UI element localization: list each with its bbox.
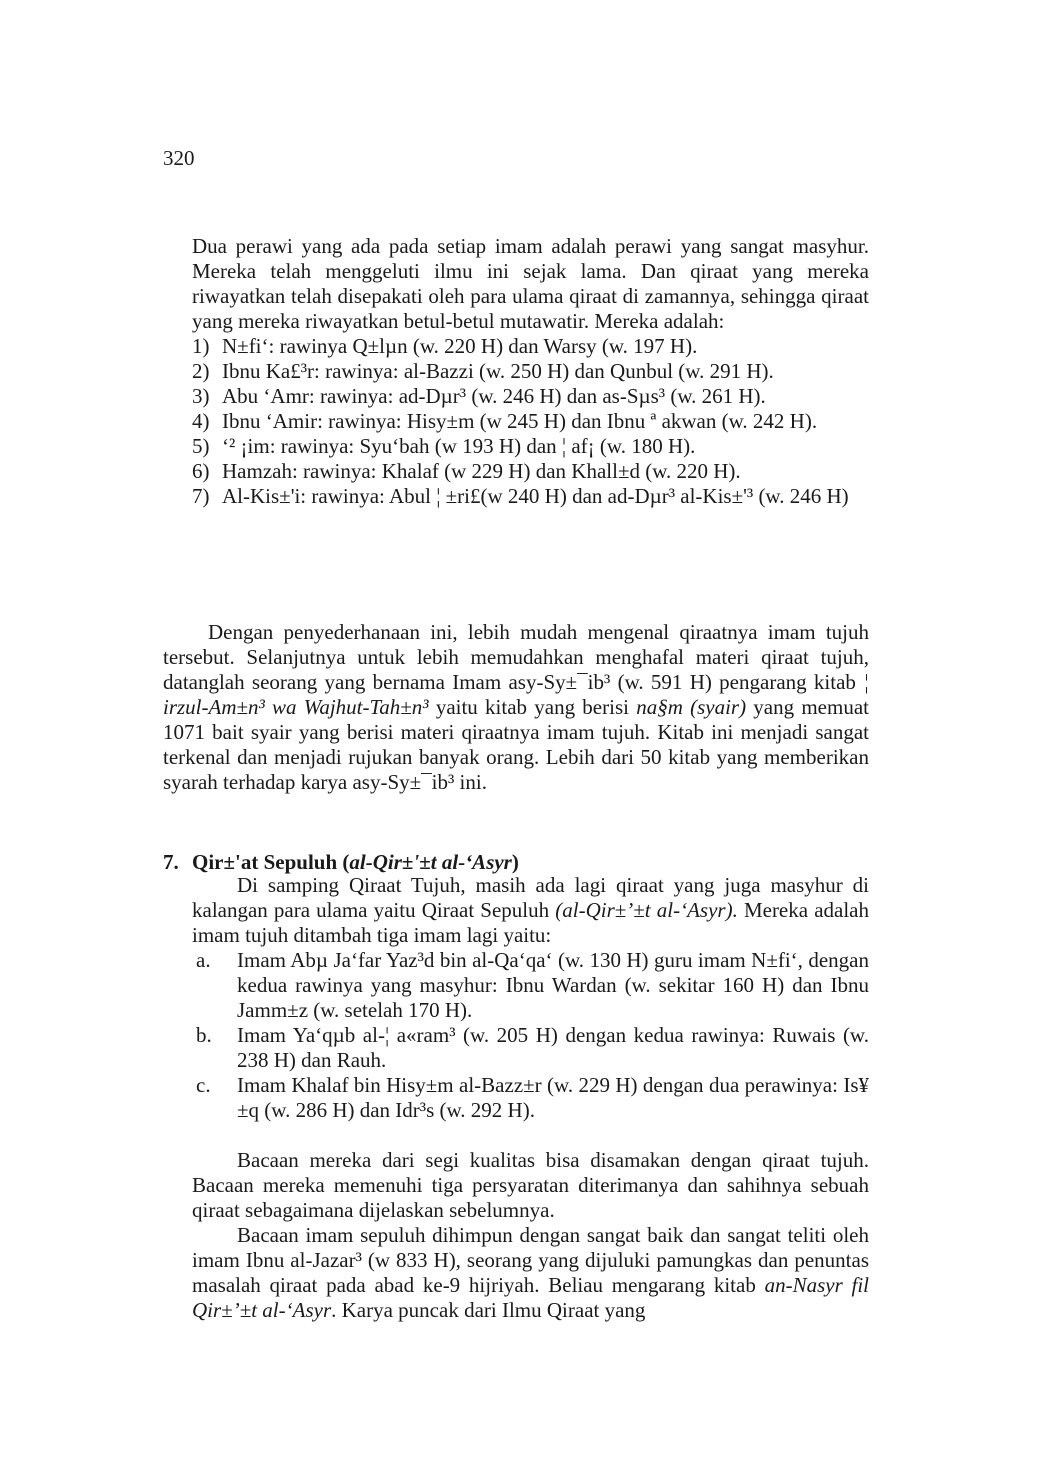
body-paragraph-kualitas — [192, 1148, 869, 1323]
text-run: . Karya puncak dari Ilmu Qiraat yang — [331, 1298, 646, 1322]
text-run: Mereka adalah imam tujuh ditambah tiga imam lagi yaitu: — [192, 898, 869, 947]
list-text: Imam Abµ Ja‘far Yaz³d bin al-Qa‘qa‘ (w. 130 H) guru imam N±fi‘, dengan kedua rawinya yang masyhur: Ibnu Wardan (w. sekitar 160 H) dan Ibnu Jamm±z (w. setelah 170 H). — [237, 948, 869, 1022]
list-number: 6) — [192, 459, 210, 483]
list-text: Imam Khalaf bin Hisy±m al-Bazz±r (w. 229 H) dengan dua perawinya: Is¥±q (w. 286 H) dan Idr³s (w. 292 H). — [237, 1073, 869, 1122]
list-number: 5) — [192, 434, 210, 458]
list-item — [192, 384, 869, 409]
list-number: 3) — [192, 384, 210, 408]
list-text: Ibnu Ka£³r: rawinya: al-Bazzi (w. 250 H) dan Qunbul (w. 291 H). — [222, 359, 774, 383]
section-title: Qir±'at Sepuluh ( — [192, 850, 350, 874]
list-text: Hamzah: rawinya: Khalaf (w 229 H) dan Khall±d (w. 220 H). — [222, 459, 741, 483]
intro-section — [192, 234, 869, 509]
list-item — [192, 948, 869, 1023]
list-item — [192, 459, 869, 484]
list-text: Imam Ya‘qµb al-¦ a«ram³ (w. 205 H) dengan kedua rawinya: Ruwais (w. 238 H) dan Rauh. — [237, 1023, 869, 1072]
list-item — [192, 359, 869, 384]
list-item — [192, 1023, 869, 1073]
list-letter: a. — [196, 948, 211, 972]
section-body — [192, 873, 869, 1123]
intro-paragraph: Dua perawi yang ada pada setiap imam adalah perawi yang sangat masyhur. Mereka telah menggeluti ilmu ini sejak lama. Dan qiraat yang mereka riwayatkan telah disepakati oleh para ulama qiraat di zamannya, sehingga qiraat yang mereka riwayatkan betul-betul mutawatir. Mereka adalah: — [192, 234, 869, 333]
section-number: 7. — [163, 850, 179, 874]
text-run: yaitu kitab yang berisi — [428, 695, 637, 719]
section-heading — [163, 850, 869, 875]
section-title-italic: al-Qir±'±t al-‘Asyr — [349, 850, 512, 874]
seven-imams-list — [192, 334, 869, 509]
list-text: ‘² ¡im: rawinya: Syu‘bah (w 193 H) dan ¦ af¡ (w. 180 H). — [222, 434, 696, 458]
term-italic: (al-Qir±’±t al-‘Asyr). — [555, 898, 738, 922]
section-title-close: ) — [511, 850, 519, 874]
book-title: an-Nasyr fil Qir±’±t al-‘Asyr — [192, 1273, 869, 1322]
list-item — [192, 334, 869, 359]
list-item — [192, 484, 869, 509]
list-number: 2) — [192, 359, 210, 383]
text-run: Bacaan imam sepuluh dihimpun dengan sangat baik dan sangat teliti oleh imam Ibnu al-Jazar³ (w 833 H), seorang yang dijuluki pamungkas dan penuntas masalah qiraat pada abad ke-9 hijriyah. Beliau mengarang kitab — [192, 1223, 869, 1297]
paragraph-text: Bacaan mereka dari segi kualitas bisa disamakan dengan qiraat tujuh. Bacaan mereka memenuhi tiga persyaratan diterimanya dan sahihnya sebuah qiraat sebagaimana dijelaskan sebelumnya. — [192, 1148, 869, 1222]
body-paragraph-tujuh — [163, 620, 869, 795]
list-letter: b. — [196, 1023, 212, 1047]
list-letter: c. — [196, 1073, 211, 1097]
list-text: N±fi‘: rawinya Q±lµn (w. 220 H) dan Warsy (w. 197 H). — [222, 334, 698, 358]
ten-imams-list — [192, 948, 869, 1123]
list-text: Al-Kis±'i: rawinya: Abul ¦ ±ri£(w 240 H) dan ad-Dµr³ al-Kis±'³ (w. 246 H) — [222, 484, 849, 508]
list-item — [192, 1073, 869, 1123]
page-number: 320 — [163, 146, 195, 170]
text-run: Dengan penyederhanaan ini, lebih mudah mengenal qiraatnya imam tujuh tersebut. Selanjutnya untuk lebih memudahkan menghafal materi qiraat tujuh, datanglah seorang yang bernama Imam asy-Sy±¯ib³ (w. 591 H) pengarang kitab — [163, 620, 869, 694]
text-run: Di samping Qiraat Tujuh, masih ada lagi qiraat yang juga masyhur di kalangan para ulama yaitu Qiraat Sepuluh — [192, 873, 869, 922]
text-run: yang memuat 1071 bait syair yang berisi materi qiraatnya imam tujuh. Kitab ini menjadi sangat terkenal dan menjadi rujukan banyak orang. Lebih dari 50 kitab yang memberikan syarah terhadap karya asy-Sy±¯ib³ ini. — [163, 695, 869, 794]
list-number: 4) — [192, 409, 210, 433]
list-text: Abu ‘Amr: rawinya: ad-Dµr³ (w. 246 H) dan as-Sµs³ (w. 261 H). — [222, 384, 766, 408]
list-item — [192, 434, 869, 459]
book-title: ¦ irzul-Am±n³ wa Wajhut-Tah±n³ — [163, 670, 869, 719]
term-italic: na§m (syair) — [636, 695, 747, 719]
list-number: 1) — [192, 334, 210, 358]
list-text: Ibnu ‘Amir: rawinya: Hisy±m (w 245 H) dan Ibnu ª akwan (w. 242 H). — [222, 409, 818, 433]
list-number: 7) — [192, 484, 210, 508]
list-item — [192, 409, 869, 434]
